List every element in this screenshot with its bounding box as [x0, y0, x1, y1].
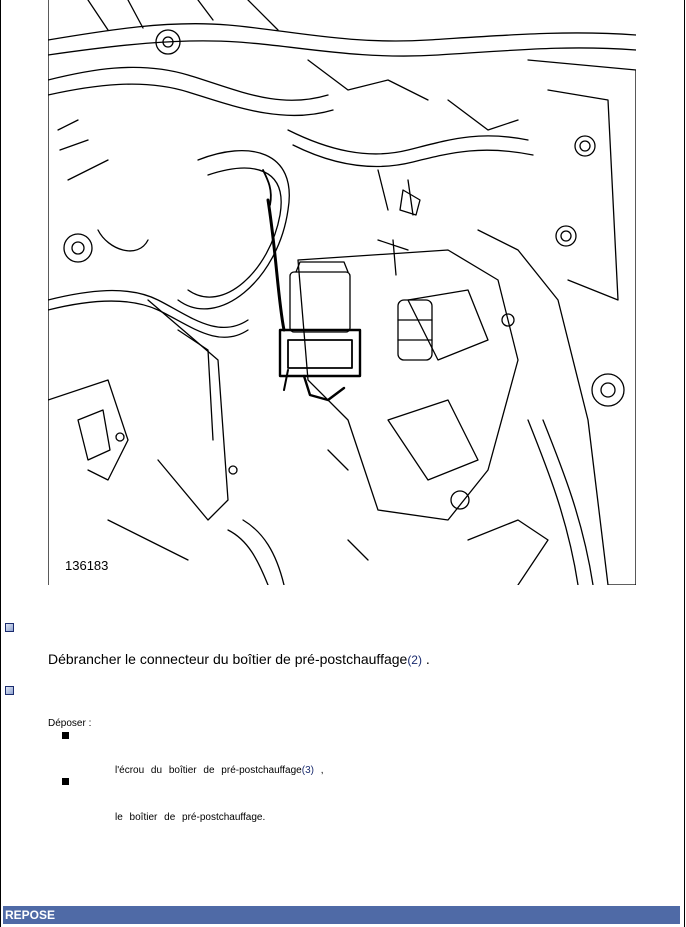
step-checkbox-icon [5, 623, 14, 632]
bullet-icon [62, 732, 69, 739]
list-item-suffix: , [313, 765, 324, 776]
page-border-left [0, 0, 1, 927]
step-1-suffix: . [421, 651, 430, 667]
step-1-text [48, 651, 430, 667]
bullet-icon [62, 778, 69, 785]
step-1-reference: (2) [407, 653, 422, 667]
page-border-right [684, 0, 685, 927]
step-checkbox-icon [5, 686, 14, 695]
list-item [115, 765, 324, 776]
list-item [115, 812, 265, 823]
engine-bay-line-drawing [48, 0, 636, 585]
technical-illustration [48, 0, 636, 585]
step-2-intro: Déposer : [48, 718, 92, 729]
list-item-text: le boîtier de pré-postchauffage. [115, 812, 266, 823]
list-item-text: l'écrou du boîtier de pré-postchauffage [115, 765, 302, 776]
section-header-repose: REPOSE [3, 906, 680, 924]
list-item-reference: (3) [301, 765, 314, 776]
figure-id-label: 136183 [65, 558, 109, 573]
step-1-instruction: Débrancher le connecteur du boîtier de pré-postchauffage [48, 651, 408, 667]
